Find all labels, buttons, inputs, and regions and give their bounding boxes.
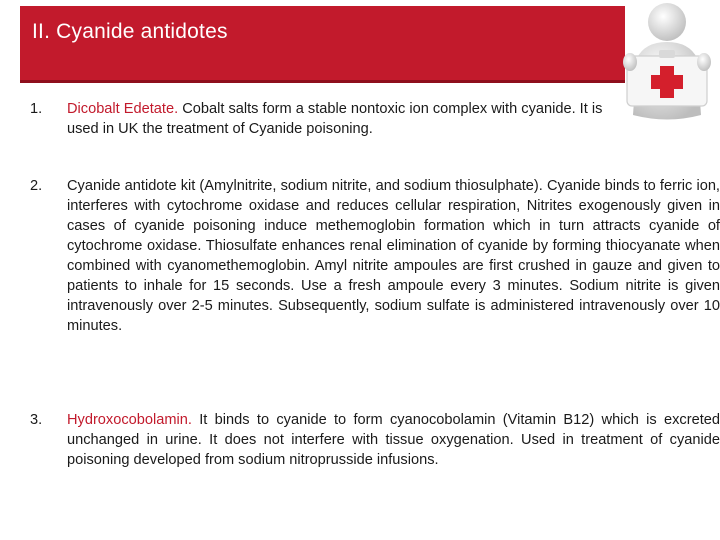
item-number: 2. (30, 178, 43, 194)
figure-right-hand (697, 53, 711, 71)
item-text: Cyanide antidote kit (Amylnitrite, sodium nitrite, and sodium thiosulphate). Cyanide binds to ferric ion, interferes with cytochrome oxidase and reduces cellular respiration, Nitrites exogenously given in cases of cyanide poisoning induce methemoglobin formation which in turn attracts cyanide of cytochrome oxidase. Thiosulfate enhances renal elimination of cyanide by forming thiocyanate when combined with cyanomethemoglobin. Amyl nitrite ampoules are first crushed in gauze and given to patients to inhale for 15 seconds. Use a fresh ampoule every 3 minutes. Sodium nitrite is given intravenously over 2-5 minutes. Subsequently, sodium sulfate is administered intravenously over 10 minutes. (67, 178, 720, 334)
item-body (67, 410, 720, 470)
slide-title: II. Cyanide antidotes (32, 20, 228, 43)
case-handle (659, 50, 675, 58)
item-text: Cobalt salts form a stable nontoxic ion complex with cyanide. It is used in UK the treatment of Cyanide poisoning. (67, 101, 603, 137)
item-number: 3. (30, 412, 43, 428)
figure-left-hand (623, 53, 637, 71)
item-body (67, 99, 630, 139)
item-name: Hydroxocobolamin. (67, 412, 192, 428)
title-bar (20, 6, 625, 83)
item-body (67, 176, 720, 336)
item-text: It binds to cyanide to form cyanocobolamin (Vitamin B12) which is excreted unchanged in urine. It does not interfere with tissue oxygenation. Used in treatment of cyanide poisoning developed from sodium nitroprusside infusions. (67, 412, 720, 468)
item-number: 1. (30, 101, 43, 117)
red-cross-horizontal (651, 75, 683, 89)
item-name: Dicobalt Edetate. (67, 101, 179, 117)
first-aid-person-icon (615, 0, 720, 125)
figure-head (648, 3, 686, 41)
